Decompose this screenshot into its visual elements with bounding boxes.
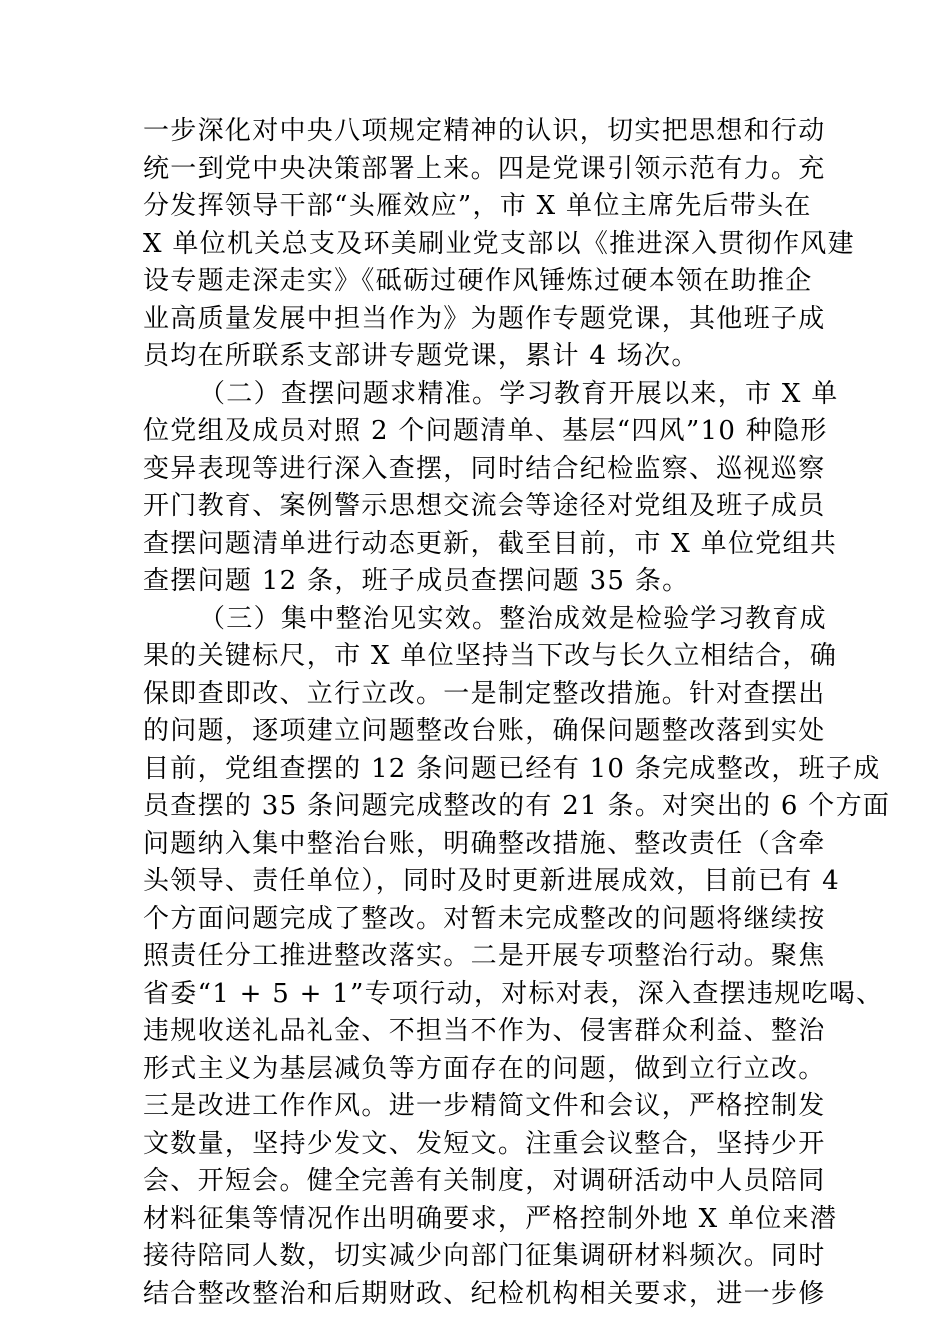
text-line: 开门教育、案例警示思想交流会等途径对党组及班子成员 (143, 491, 826, 521)
text-line: 接待陪同人数，切实减少向部门征集调研材料频次。同时 (143, 1241, 826, 1271)
text-line: 三是改进工作作风。进一步精简文件和会议，严格控制发 (143, 1091, 826, 1121)
body-text (143, 113, 891, 1313)
text-line: 省委“1 + 5 + 1”专项行动，对标对表，深入查摆违规吃喝、 (143, 978, 884, 1009)
text-line: 目前，党组查摆的 12 条问题已经有 10 条完成整改，班子成 (143, 753, 881, 784)
text-line: 果的关键标尺，市 X 单位坚持当下改与长久立相结合，确 (143, 641, 838, 671)
text-line: 结合整改整治和后期财政、纪检机构相关要求，进一步修 (143, 1278, 826, 1309)
text-line: 员查摆的 35 条问题完成整改的有 21 条。对突出的 6 个方面 (143, 791, 891, 821)
paragraph-first-line: （二）查摆问题求精准。学习教育开展以来，市 X 单 (199, 378, 839, 409)
text-line: 分发挥领导干部“头雁效应”，市 X 单位主席先后带头在 (143, 191, 812, 221)
text-line: 员均在所联系支部讲专题党课，累计 4 场次。 (143, 341, 699, 371)
text-line: 违规收送礼品礼金、不担当不作为、侵害群众利益、整治 (143, 1016, 826, 1046)
text-line: 位党组及成员对照 2 个问题清单、基层“四风”10 种隐形 (143, 416, 828, 446)
text-line: X 单位机关总支及环美刷业党支部以《推进深入贯彻作风建 (143, 228, 855, 259)
paragraph-first-line: （三）集中整治见实效。整治成效是检验学习教育成 (199, 603, 827, 634)
text-line: 统一到党中央决策部署上来。四是党课引领示范有力。充 (143, 153, 826, 184)
text-line: 形式主义为基层减负等方面存在的问题，做到立行立改。 (143, 1053, 826, 1084)
text-line: 会、开短会。健全完善有关制度，对调研活动中人员陪同 (143, 1166, 826, 1196)
text-line: 头领导、责任单位），同时及时更新进展成效，目前已有 4 (143, 866, 840, 896)
text-line: 文数量，坚持少发文、发短文。注重会议整合，坚持少开 (143, 1128, 826, 1159)
text-line: 查摆问题 12 条，班子成员查摆问题 35 条。 (143, 566, 690, 596)
text-line: 设专题走深走实》《砥砺过硬作风锤炼过硬本领在助推企 (143, 266, 813, 296)
text-line: 变异表现等进行深入查摆，同时结合纪检监察、巡视巡察 (143, 453, 826, 484)
text-line: 业高质量发展中担当作为》为题作专题党课，其他班子成 (143, 303, 826, 334)
text-line: 查摆问题清单进行动态更新，截至目前，市 X 单位党组共 (143, 528, 838, 559)
text-line: 个方面问题完成了整改。对暂未完成整改的问题将继续按 (143, 903, 826, 934)
text-line: 的问题，逐项建立问题整改台账，确保问题整改落到实处 (143, 716, 826, 746)
text-line: 材料征集等情况作出明确要求，严格控制外地 X 单位来潜 (143, 1203, 838, 1234)
text-line: 保即查即改、立行立改。一是制定整改措施。针对查摆出 (143, 678, 826, 709)
text-line: 一步深化对中央八项规定精神的认识，切实把思想和行动 (143, 116, 826, 146)
text-line: 照责任分工推进整改落实。二是开展专项整治行动。聚焦 (143, 941, 826, 971)
text-line: 问题纳入集中整治台账，明确整改措施、整改责任（含牵 (143, 828, 826, 859)
